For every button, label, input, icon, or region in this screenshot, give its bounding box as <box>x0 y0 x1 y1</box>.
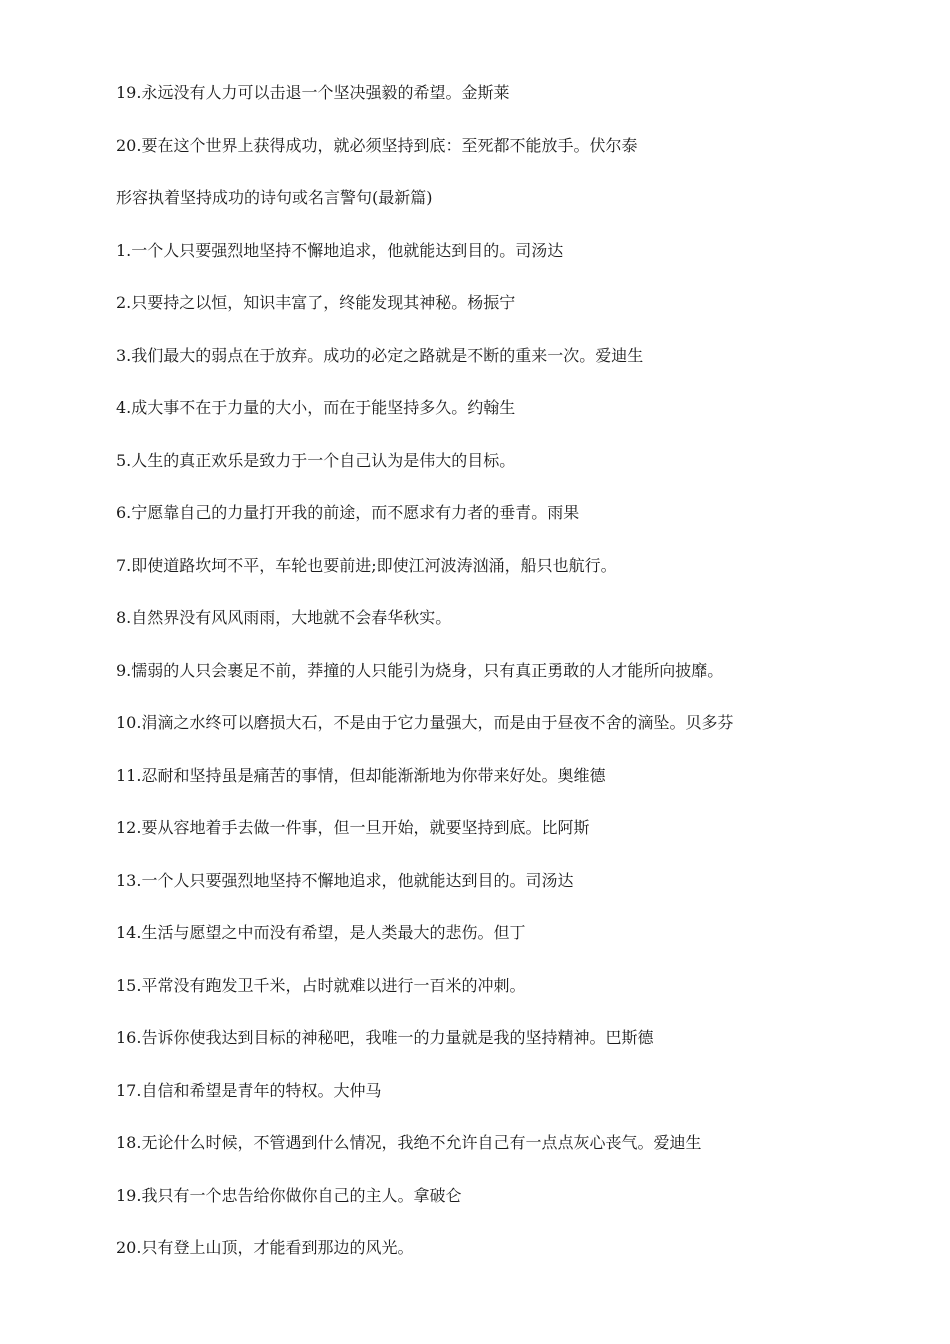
text-line: 1.一个人只要强烈地坚持不懈地追求，他就能达到目的。司汤达 <box>116 240 564 260</box>
text-line: 20.只有登上山顶，才能看到那边的风光。 <box>116 1238 414 1257</box>
text-line: 2.只要持之以恒，知识丰富了，终能发现其神秘。杨振宁 <box>116 293 516 312</box>
text-body <box>116 80 916 1288</box>
text-line: 4.成大事不在于力量的大小，而在于能坚持多久。约翰生 <box>116 398 516 417</box>
text-line: 17.自信和希望是青年的特权。大仲马 <box>116 1080 382 1100</box>
text-line: 7.即使道路坎坷不平，车轮也要前进;即使江河波涛汹涌，船只也航行。 <box>116 555 617 575</box>
text-line: 8.自然界没有风风雨雨，大地就不会春华秋实。 <box>116 608 452 627</box>
text-line: 6.宁愿靠自己的力量打开我的前途，而不愿求有力者的垂青。雨果 <box>116 503 580 522</box>
text-line: 13.一个人只要强烈地坚持不懈地追求，他就能达到目的。司汤达 <box>116 870 574 890</box>
text-line: 11.忍耐和坚持虽是痛苦的事情，但却能渐渐地为你带来好处。奥维德 <box>116 765 606 785</box>
text-line: 9.懦弱的人只会裹足不前，莽撞的人只能引为烧身，只有真正勇敢的人才能所向披靡。 <box>116 660 724 680</box>
text-line: 15.平常没有跑发卫千米，占时就难以进行一百米的冲刺。 <box>116 975 526 995</box>
text-line: 3.我们最大的弱点在于放弃。成功的必定之路就是不断的重来一次。爱迪生 <box>116 345 644 365</box>
text-line: 10.涓滴之水终可以磨损大石，不是由于它力量强大，而是由于昼夜不舍的滴坠。贝多芬 <box>116 713 734 732</box>
text-line: 19.永远没有人力可以击退一个坚决强毅的希望。金斯莱 <box>116 83 510 102</box>
text-line: 5.人生的真正欢乐是致力于一个自己认为是伟大的目标。 <box>116 450 516 470</box>
text-line: 19.我只有一个忠告给你做你自己的主人。拿破仑 <box>116 1185 462 1205</box>
text-line: 14.生活与愿望之中而没有希望，是人类最大的悲伤。但丁 <box>116 923 526 942</box>
text-line: 18.无论什么时候，不管遇到什么情况，我绝不允许自己有一点点灰心丧气。爱迪生 <box>116 1133 702 1152</box>
text-line: 12.要从容地着手去做一件事，但一旦开始，就要坚持到底。比阿斯 <box>116 818 590 837</box>
text-line: 16.告诉你使我达到目标的神秘吧，我唯一的力量就是我的坚持精神。巴斯德 <box>116 1028 654 1047</box>
section-heading: 形容执着坚持成功的诗句或名言警句(最新篇) <box>116 188 433 207</box>
text-line: 20.要在这个世界上获得成功，就必须坚持到底：至死都不能放手。伏尔泰 <box>116 135 638 155</box>
